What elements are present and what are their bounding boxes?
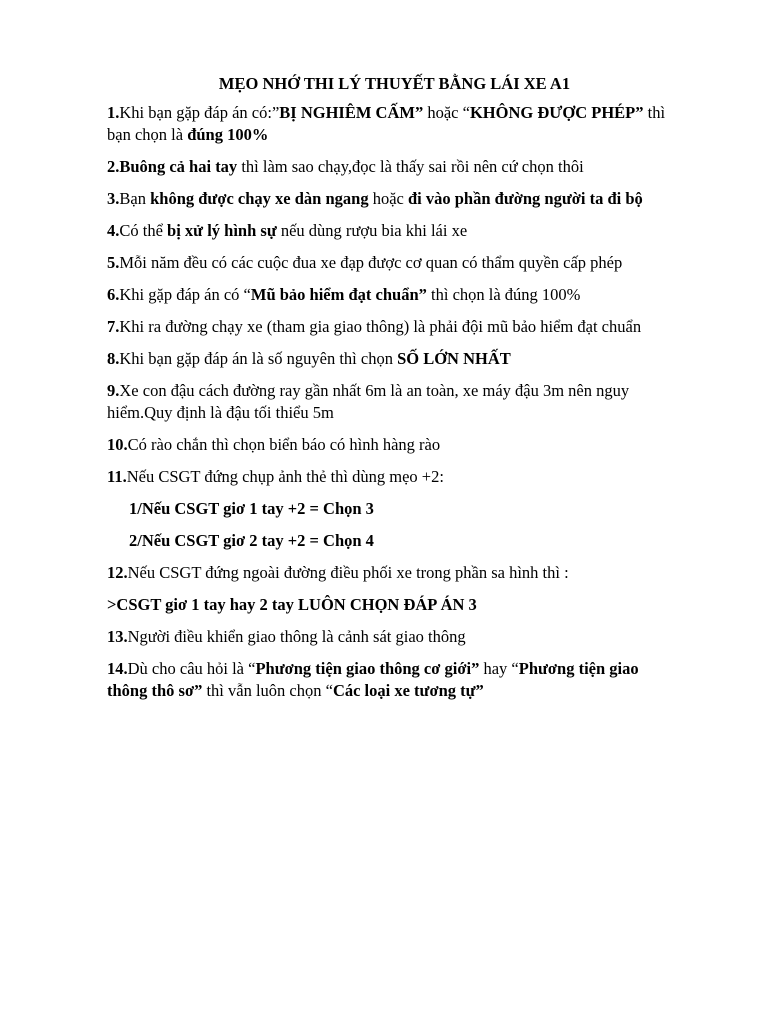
tip-text: Khi ra đường chạy xe (tham gia giao thông) là phải đội mũ bảo hiểm đạt chuẩn — [119, 317, 642, 336]
tip-paragraph — [107, 252, 682, 274]
tip-text: Có rào chắn thì chọn biển báo có hình hàng rào — [127, 435, 441, 454]
tip-number: 4. — [107, 221, 120, 240]
tip-text: hoặc “ — [423, 103, 470, 122]
emphasis-text: Phương tiện giao thông cơ giới” — [255, 659, 480, 678]
tip-paragraph — [107, 594, 682, 616]
tip-paragraph — [107, 284, 682, 306]
emphasis-text: >CSGT giơ 1 tay hay 2 tay LUÔN CHỌN ĐÁP ÁN 3 — [107, 595, 477, 614]
tip-paragraph — [107, 102, 682, 146]
tip-paragraph — [107, 220, 682, 242]
tip-number: 5. — [107, 253, 120, 272]
tip-number: 1. — [107, 103, 120, 122]
tip-paragraph — [107, 316, 682, 338]
tip-paragraph — [107, 188, 682, 210]
emphasis-text: 2/Nếu CSGT giơ 2 tay +2 = Chọn 4 — [129, 531, 374, 550]
emphasis-text: Mũ bảo hiểm đạt chuẩn” — [250, 285, 427, 304]
tip-number: 9. — [107, 381, 120, 400]
emphasis-text: đi vào phần đường người ta đi bộ — [407, 189, 643, 208]
tip-text: Nếu CSGT đứng chụp ảnh thẻ thì dùng mẹo +2: — [126, 467, 444, 486]
tip-paragraph — [107, 658, 682, 702]
emphasis-text: Buông cả hai tay — [119, 157, 238, 176]
tip-number: 6. — [107, 285, 120, 304]
document-title: MẸO NHỚ THI LÝ THUYẾT BẰNG LÁI XE A1 — [218, 74, 571, 93]
emphasis-text: KHÔNG ĐƯỢC PHÉP” — [469, 103, 644, 122]
sub-tip — [107, 498, 682, 520]
sub-tip — [107, 530, 682, 552]
tip-number: 8. — [107, 349, 120, 368]
tip-text: Khi gặp đáp án có “ — [119, 285, 251, 304]
tip-number: 7. — [107, 317, 120, 336]
emphasis-text: BỊ NGHIÊM CẤM” — [279, 103, 424, 122]
tips-list — [107, 102, 682, 702]
tip-number: 2. — [107, 157, 120, 176]
tip-number: 11. — [107, 467, 127, 486]
tip-text: thì làm sao chạy,đọc là thấy sai rồi nên cứ chọn thôi — [237, 157, 584, 176]
tip-number: 10. — [107, 435, 128, 454]
tip-text: thì bạn chọn là — [107, 103, 666, 144]
tip-paragraph — [107, 380, 682, 424]
tip-number: 14. — [107, 659, 128, 678]
emphasis-text: bị xử lý hình sự — [167, 221, 277, 240]
document-page — [107, 72, 682, 712]
tip-text: nếu dùng rượu bia khi lái xe — [276, 221, 468, 240]
tip-text: Nếu CSGT đứng ngoài đường điều phối xe trong phần sa hình thì : — [127, 563, 569, 582]
tip-text: Dù cho câu hỏi là “ — [127, 659, 256, 678]
tip-text: Khi bạn gặp đáp án là số nguyên thì chọn — [119, 349, 398, 368]
emphasis-text: Phương tiện giao thông thô sơ” — [107, 659, 639, 700]
emphasis-text: Các loại xe tương tự” — [332, 681, 484, 700]
tip-number: 12. — [107, 563, 128, 582]
tip-text: Bạn — [119, 189, 151, 208]
tip-number: 3. — [107, 189, 120, 208]
tip-text: Người điều khiển giao thông là cảnh sát giao thông — [127, 627, 466, 646]
emphasis-text: đúng 100% — [187, 125, 269, 144]
tip-text: thì chọn là đúng 100% — [426, 285, 581, 304]
tip-text: Khi bạn gặp đáp án có:” — [119, 103, 280, 122]
tip-text: hoặc — [368, 189, 408, 208]
tip-paragraph — [107, 466, 682, 488]
tip-text: Mỗi năm đều có các cuộc đua xe đạp được cơ quan có thẩm quyền cấp phép — [119, 253, 623, 272]
tip-paragraph — [107, 434, 682, 456]
tip-paragraph — [107, 348, 682, 370]
tip-paragraph — [107, 626, 682, 648]
tip-text: thì vẫn luôn chọn “ — [202, 681, 333, 700]
tip-number: 13. — [107, 627, 128, 646]
tip-paragraph — [107, 156, 682, 178]
emphasis-text: 1/Nếu CSGT giơ 1 tay +2 = Chọn 3 — [129, 499, 374, 518]
emphasis-text: không được chạy xe dàn ngang — [150, 189, 369, 208]
tip-text: Có thể — [119, 221, 168, 240]
tip-paragraph — [107, 562, 682, 584]
tip-text: Xe con đậu cách đường ray gần nhất 6m là an toàn, xe máy đậu 3m nên nguy hiểm.Quy định là đậu tối thiểu 5m — [107, 381, 630, 422]
tip-text: hay “ — [479, 659, 519, 678]
emphasis-text: SỐ LỚN NHẤT — [397, 349, 511, 368]
